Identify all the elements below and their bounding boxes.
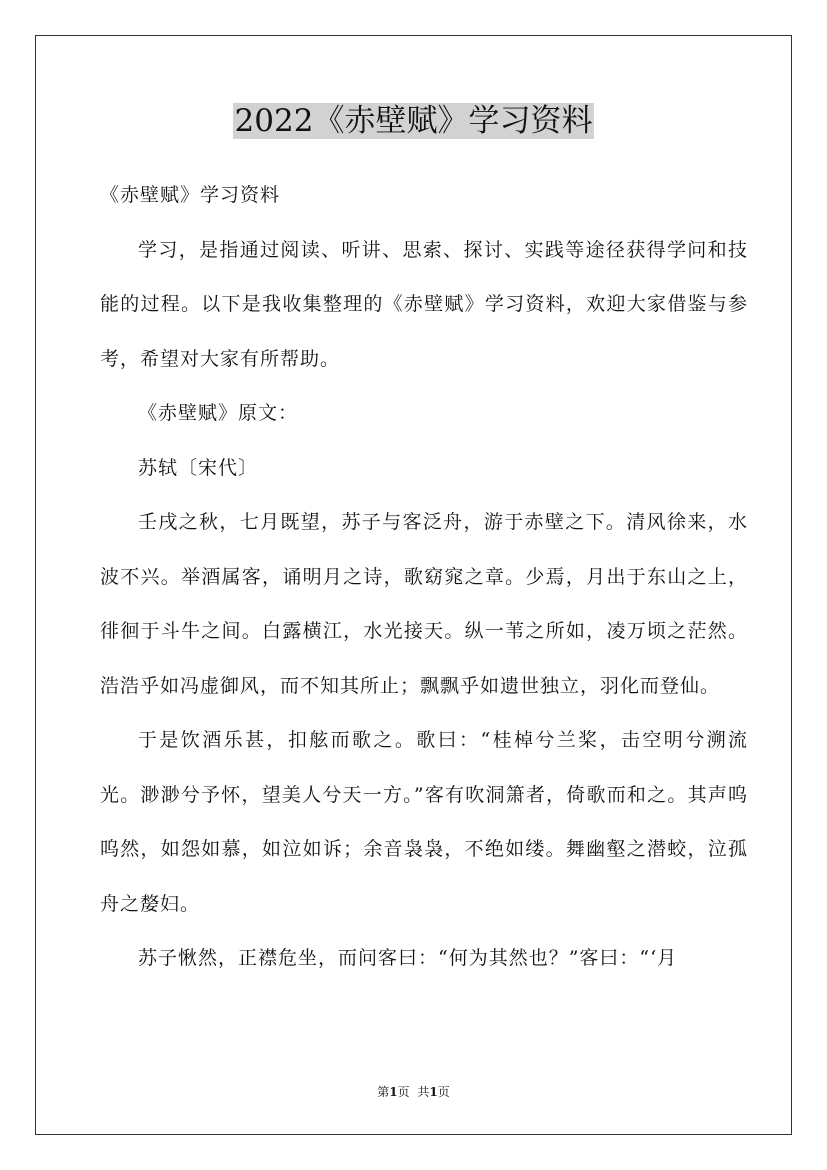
footer-page-label: 页 [397, 1085, 410, 1099]
paragraph-subtitle: 《赤壁赋》学习资料 [100, 184, 281, 206]
paragraph-stanza-1: 壬戌之秋，七月既望，苏子与客泛舟，游于赤壁之下。清风徐来，水波不兴。举酒属客，诵明月之诗，歌窈窕之章。少焉，月出于东山之上，徘徊于斗牛之间。白露横江，水光接天。纵一苇之所如，凌万顷之茫然。浩浩乎如冯虚御风，而不知其所止；飘飘乎如遗世独立，羽化而登仙。 [100, 511, 748, 697]
footer-total-prefix: 共 [417, 1085, 430, 1099]
page-footer [0, 1084, 827, 1100]
paragraph-original-heading: 《赤壁赋》原文： [138, 402, 299, 424]
paragraph-intro: 学习，是指通过阅读、听讲、思索、探讨、实践等途径获得学问和技能的过程。以下是我收集整理的《赤壁赋》学习资料，欢迎大家借鉴与参考，希望对大家有所帮助。 [100, 238, 748, 370]
document-title [0, 100, 827, 142]
document-body [100, 168, 748, 986]
footer-page-number: 1 [389, 1085, 398, 1099]
paragraph-author: 苏轼〔宋代〕 [138, 456, 259, 479]
footer-page-prefix: 第 [377, 1085, 390, 1099]
footer-total-pages: 1 [429, 1085, 438, 1099]
paragraph-stanza-2: 于是饮酒乐甚，扣舷而歌之。歌曰：“桂棹兮兰桨，击空明兮溯流光。渺渺兮予怀，望美人兮天一方。”客有吹洞箫者，倚歌而和之。其声呜呜然，如怨如慕，如泣如诉；余音袅袅，不绝如缕。舞幽壑之潜蛟，泣孤舟之嫠妇。 [100, 729, 748, 915]
paragraph-stanza-3: 苏子愀然，正襟危坐，而问客曰：“何为其然也？”客曰：“‘月 [138, 947, 678, 969]
footer-total-label: 页 [437, 1085, 450, 1099]
document-title-text: 2022《赤壁赋》学习资料 [234, 103, 593, 139]
